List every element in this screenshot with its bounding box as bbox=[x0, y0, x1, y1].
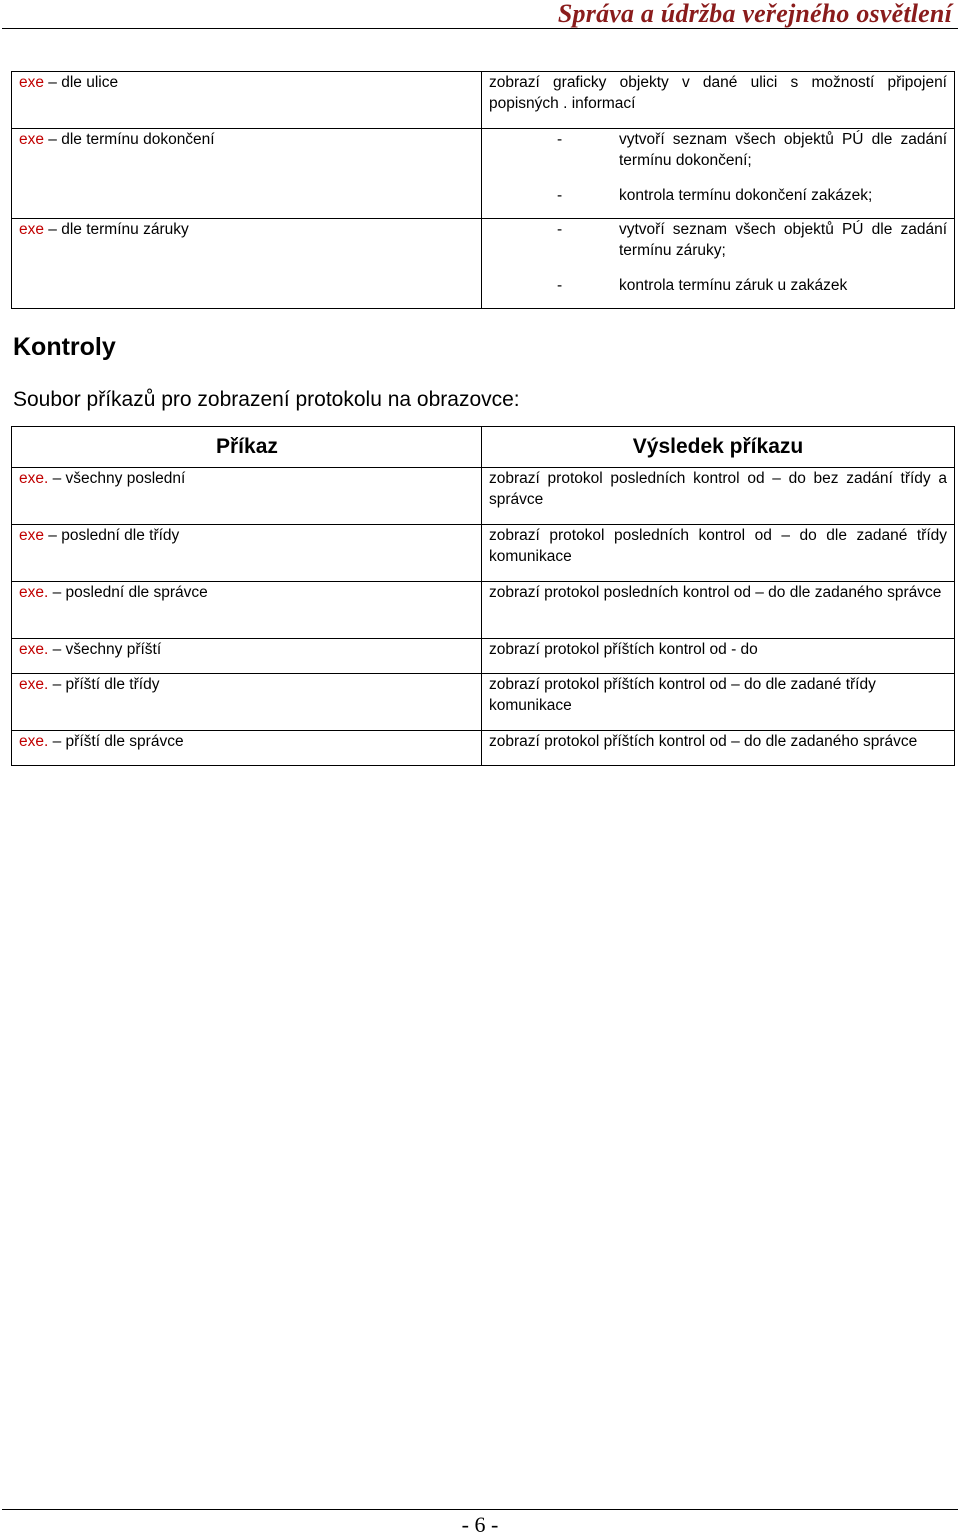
table-header-row bbox=[12, 427, 955, 468]
dash-bullet: - bbox=[557, 221, 563, 238]
table-row bbox=[12, 525, 955, 582]
list-item bbox=[489, 129, 947, 171]
command-description: zobrazí graficky objekty v dané ulici s možností připojení popisných . informací bbox=[489, 74, 947, 112]
dash-bullet: - bbox=[557, 131, 563, 148]
table-row bbox=[12, 639, 955, 674]
command-name: – příští dle správce bbox=[48, 733, 184, 750]
list-item-text: vytvoří seznam všech objektů PÚ dle zadání termínu dokončení; bbox=[619, 131, 947, 169]
description-cell bbox=[482, 674, 955, 731]
description-cell bbox=[482, 582, 955, 639]
table-row bbox=[12, 731, 955, 766]
column-header-command: Příkaz bbox=[12, 427, 482, 468]
command-prefix: exe bbox=[19, 221, 44, 238]
column-header-result: Výsledek příkazu bbox=[482, 427, 955, 468]
table-row bbox=[12, 72, 955, 129]
command-prefix: exe. bbox=[19, 641, 49, 658]
section-heading: Kontroly bbox=[13, 333, 116, 361]
description-cell bbox=[482, 72, 955, 129]
command-prefix: exe. bbox=[19, 676, 49, 693]
table-row bbox=[12, 129, 955, 219]
dash-bullet: - bbox=[557, 187, 563, 204]
command-cell bbox=[12, 674, 482, 731]
command-prefix: exe. bbox=[19, 733, 49, 750]
section-subheading: Soubor příkazů pro zobrazení protokolu na obrazovce: bbox=[13, 388, 520, 411]
table-row bbox=[12, 219, 955, 309]
footer-divider bbox=[2, 1509, 958, 1510]
description-cell bbox=[482, 468, 955, 525]
command-name: – poslední dle třídy bbox=[44, 527, 180, 544]
table-row bbox=[12, 582, 955, 639]
dash-bullet: - bbox=[557, 277, 563, 294]
command-name: – dle ulice bbox=[44, 74, 119, 91]
command-name: – příští dle třídy bbox=[48, 676, 160, 693]
description-cell bbox=[482, 219, 955, 309]
command-description: zobrazí protokol posledních kontrol od – do bez zadání třídy a správce bbox=[489, 470, 947, 508]
command-name: – poslední dle správce bbox=[48, 584, 208, 601]
commands-table-1 bbox=[11, 71, 955, 309]
command-cell bbox=[12, 72, 482, 129]
list-item-text: vytvoří seznam všech objektů PÚ dle zadání termínu záruky; bbox=[619, 221, 947, 259]
list-item-text: kontrola termínu záruk u zakázek bbox=[619, 277, 848, 294]
command-prefix: exe. bbox=[19, 584, 49, 601]
command-cell bbox=[12, 129, 482, 219]
commands-table-2 bbox=[11, 426, 955, 766]
description-cell bbox=[482, 129, 955, 219]
command-name: – všechny příští bbox=[48, 641, 162, 658]
table-row bbox=[12, 674, 955, 731]
command-description: zobrazí protokol posledních kontrol od – do dle zadané třídy komunikace bbox=[489, 527, 947, 565]
command-cell bbox=[12, 219, 482, 309]
header-divider bbox=[2, 28, 958, 29]
list-item-text: kontrola termínu dokončení zakázek; bbox=[619, 187, 873, 204]
command-description: zobrazí protokol příštích kontrol od – do dle zadané třídy komunikace bbox=[489, 676, 876, 714]
command-prefix: exe bbox=[19, 74, 44, 91]
command-cell bbox=[12, 525, 482, 582]
command-cell bbox=[12, 731, 482, 766]
page-number: - 6 - bbox=[461, 1512, 499, 1537]
command-cell bbox=[12, 582, 482, 639]
command-cell bbox=[12, 639, 482, 674]
command-description: zobrazí protokol příštích kontrol od - do bbox=[489, 641, 758, 658]
list-item bbox=[489, 219, 947, 261]
command-prefix: exe bbox=[19, 131, 44, 148]
command-name: – dle termínu záruky bbox=[44, 221, 189, 238]
description-cell bbox=[482, 525, 955, 582]
command-description: zobrazí protokol posledních kontrol od – do dle zadaného správce bbox=[489, 584, 942, 601]
description-cell bbox=[482, 731, 955, 766]
command-description: zobrazí protokol příštích kontrol od – do dle zadaného správce bbox=[489, 733, 918, 750]
command-cell bbox=[12, 468, 482, 525]
command-prefix: exe. bbox=[19, 470, 49, 487]
table-row bbox=[12, 468, 955, 525]
list-item bbox=[489, 185, 947, 206]
list-item bbox=[489, 275, 947, 296]
command-name: – všechny poslední bbox=[48, 470, 186, 487]
command-prefix: exe bbox=[19, 527, 44, 544]
description-cell bbox=[482, 639, 955, 674]
page-header-title: Správa a údržba veřejného osvětlení bbox=[557, 0, 952, 28]
command-name: – dle termínu dokončení bbox=[44, 131, 215, 148]
